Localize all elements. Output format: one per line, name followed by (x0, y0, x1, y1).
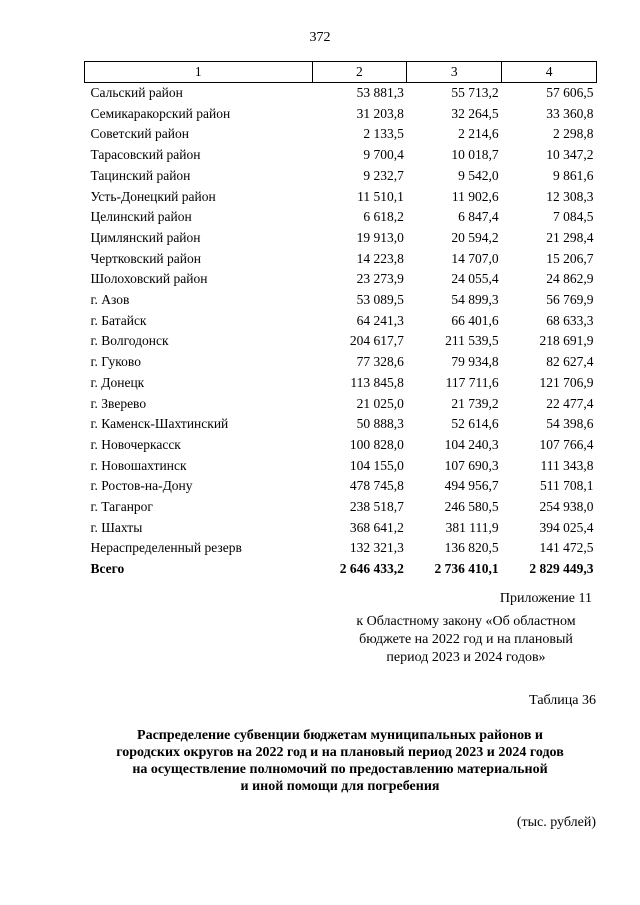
table-row (85, 394, 597, 415)
district-name: г. Ростов-на-Дону (90, 478, 193, 494)
amount-cell: 33 360,8 (546, 105, 594, 121)
table-row (85, 456, 597, 477)
amount-cell: 52 614,6 (451, 416, 499, 432)
amount-cell: 53 881,3 (356, 85, 404, 100)
amount-cell: 104 240,3 (444, 436, 499, 452)
table-row (85, 249, 597, 270)
amount-cell: 50 888,3 (356, 416, 404, 432)
amount-cell: 23 273,9 (356, 271, 404, 287)
district-name: Цимлянский район (90, 229, 201, 245)
amount-cell: 10 347,2 (546, 147, 594, 163)
amount-cell: 79 934,8 (451, 354, 499, 370)
amount-cell: 381 111,9 (445, 519, 499, 535)
district-name: г. Каменск-Шахтинский (90, 416, 229, 432)
table-row (85, 187, 597, 208)
district-name: Тарасовский район (90, 147, 201, 163)
district-name: Семикаракорский район (90, 105, 231, 121)
table-row (85, 83, 597, 104)
amount-cell: 53 089,5 (356, 292, 404, 308)
table-row (85, 352, 597, 373)
amount-cell: 394 025,4 (539, 519, 594, 535)
heading-line: городских округов на 2022 год и на плановый период 2023 и 2024 годов (116, 745, 564, 760)
amount-cell: 117 711,6 (445, 374, 499, 390)
amount-cell: 9 232,7 (363, 167, 404, 183)
appendix-line: бюджете на 2022 год и на плановый (359, 632, 573, 647)
amount-cell: 2 298,8 (553, 126, 594, 142)
amount-cell: 204 617,7 (349, 333, 404, 349)
amount-cell: 24 862,9 (546, 271, 594, 287)
table-row (85, 497, 597, 518)
amount-cell: 141 472,5 (539, 540, 594, 556)
table-number: Таблица 36 (529, 693, 596, 708)
district-name: г. Батайск (90, 312, 147, 328)
amount-cell: 68 633,3 (546, 312, 594, 328)
district-name: г. Гуково (90, 354, 141, 370)
district-name: Целинский район (90, 209, 192, 225)
amount-cell: 7 084,5 (553, 209, 594, 225)
table-row (85, 331, 597, 352)
amount-cell: 121 706,9 (539, 374, 594, 390)
amount-cell: 32 264,5 (451, 105, 499, 121)
budget-table (84, 61, 597, 580)
amount-cell: 66 401,6 (451, 312, 499, 328)
total-label: Всего (90, 561, 125, 577)
amount-cell: 19 913,0 (356, 229, 404, 245)
table-total-row (85, 559, 597, 580)
amount-cell: 20 594,2 (451, 229, 499, 245)
header-col-2: 2 (312, 62, 407, 83)
amount-cell: 21 739,2 (451, 395, 499, 411)
heading-line: на осуществление полномочий по предоставлению материальной (132, 762, 548, 777)
district-name: Шолоховский район (90, 271, 208, 287)
amount-cell: 368 641,2 (349, 519, 404, 535)
district-name: Нераспределенный резерв (90, 540, 242, 556)
amount-cell: 56 769,9 (546, 292, 594, 308)
amount-cell: 9 861,6 (553, 167, 594, 183)
header-col-3: 3 (407, 62, 502, 83)
amount-cell: 21 025,0 (356, 395, 404, 411)
amount-cell: 100 828,0 (349, 436, 404, 452)
table-row (85, 207, 597, 228)
amount-cell: 21 298,4 (546, 229, 594, 245)
amount-cell: 9 542,0 (458, 167, 499, 183)
district-name: г. Донецк (90, 374, 145, 390)
table-row (85, 538, 597, 559)
district-name: г. Таганрог (90, 499, 153, 515)
amount-cell: 104 155,0 (349, 457, 404, 473)
district-name: Тацинский район (90, 167, 191, 183)
amount-cell: 82 627,4 (546, 354, 594, 370)
district-name: г. Новочеркасск (90, 436, 181, 452)
amount-cell: 132 321,3 (349, 540, 404, 556)
amount-cell: 11 902,6 (451, 188, 499, 204)
amount-cell: 54 398,6 (546, 416, 594, 432)
amount-cell: 6 618,2 (363, 209, 404, 225)
amount-cell: 494 956,7 (444, 478, 499, 494)
amount-cell: 246 580,5 (444, 499, 499, 515)
district-name: г. Азов (90, 292, 130, 308)
appendix-title: Приложение 11 (499, 591, 592, 606)
amount-cell: 511 708,1 (540, 478, 594, 494)
amount-cell: 2 829 449,3 (529, 561, 594, 577)
amount-cell: 57 606,5 (546, 85, 594, 100)
district-name: Сальский район (90, 85, 183, 100)
amount-cell: 254 938,0 (539, 499, 594, 515)
district-name: г. Волгодонск (90, 333, 169, 349)
page-number: 372 (309, 30, 331, 45)
amount-cell: 31 203,8 (356, 105, 404, 121)
appendix-note (330, 590, 602, 667)
table-row (85, 373, 597, 394)
units-label: (тыс. рублей) (516, 815, 596, 830)
amount-cell: 107 690,3 (444, 457, 499, 473)
amount-cell: 24 055,4 (451, 271, 499, 287)
amount-cell: 2 214,6 (458, 126, 499, 142)
amount-cell: 6 847,4 (458, 209, 499, 225)
table-row (85, 269, 597, 290)
amount-cell: 14 707,0 (451, 250, 499, 266)
appendix-line: к Областному закону «Об областном (356, 614, 576, 629)
header-col-1: 1 (85, 62, 313, 83)
amount-cell: 64 241,3 (356, 312, 404, 328)
amount-cell: 478 745,8 (349, 478, 404, 494)
table-row (85, 166, 597, 187)
header-col-4: 4 (502, 62, 597, 83)
table-header (85, 62, 597, 83)
amount-cell: 218 691,9 (539, 333, 594, 349)
amount-cell: 55 713,2 (451, 85, 499, 100)
table-row (85, 518, 597, 539)
amount-cell: 12 308,3 (546, 188, 594, 204)
amount-cell: 111 343,8 (540, 457, 594, 473)
amount-cell: 15 206,7 (546, 250, 594, 266)
heading-line: и иной помощи для погребения (240, 779, 440, 794)
appendix-line: период 2023 и 2024 годов» (386, 650, 546, 665)
amount-cell: 77 328,6 (356, 354, 404, 370)
table-row (85, 311, 597, 332)
table-row (85, 228, 597, 249)
table-row (85, 476, 597, 497)
table-row (85, 124, 597, 145)
table-row (85, 435, 597, 456)
amount-cell: 136 820,5 (444, 540, 499, 556)
amount-cell: 2 736 410,1 (434, 561, 499, 577)
amount-cell: 10 018,7 (451, 147, 499, 163)
district-name: г. Новошахтинск (90, 457, 187, 473)
amount-cell: 211 539,5 (445, 333, 499, 349)
district-name: г. Зверево (90, 395, 147, 411)
amount-cell: 2 646 433,2 (339, 561, 404, 577)
amount-cell: 14 223,8 (356, 250, 404, 266)
heading-line: Распределение субвенции бюджетам муниципальных районов и (137, 728, 543, 743)
table-row (85, 290, 597, 311)
appendix-description (330, 613, 602, 667)
district-name: Усть-Донецкий район (90, 188, 216, 204)
amount-cell: 2 133,5 (363, 126, 404, 142)
table-body (85, 83, 597, 580)
amount-cell: 9 700,4 (363, 147, 404, 163)
table-row (85, 414, 597, 435)
amount-cell: 107 766,4 (539, 436, 594, 452)
table-row (85, 145, 597, 166)
amount-cell: 22 477,4 (546, 395, 594, 411)
table-heading (80, 727, 600, 795)
table-row (85, 104, 597, 125)
amount-cell: 238 518,7 (349, 499, 404, 515)
amount-cell: 11 510,1 (357, 188, 404, 204)
district-name: Чертковский район (90, 250, 201, 266)
district-name: г. Шахты (90, 519, 143, 535)
amount-cell: 54 899,3 (451, 292, 499, 308)
district-name: Советский район (90, 126, 189, 142)
amount-cell: 113 845,8 (350, 374, 404, 390)
